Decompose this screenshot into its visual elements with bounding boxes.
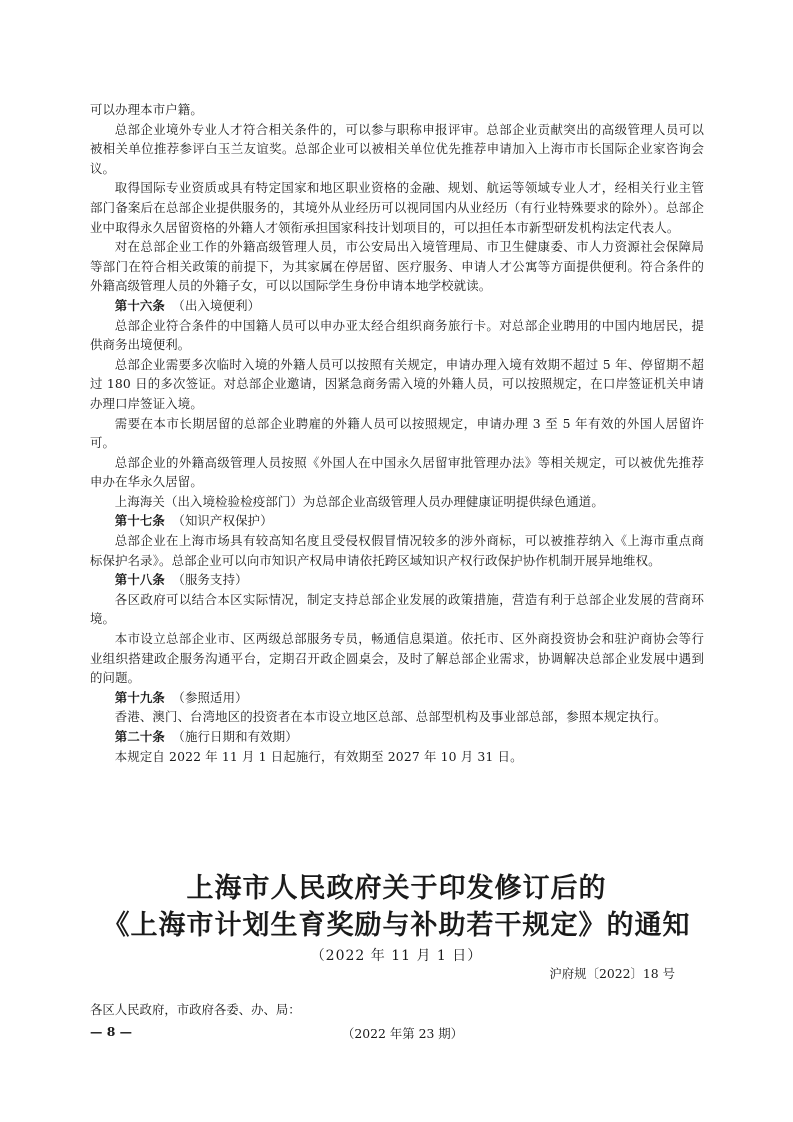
article-label: 第二十条	[114, 729, 165, 744]
body-paragraph: 需要在本市长期居留的总部企业聘雇的外籍人员可以按照规定，申请办理 3 至 5 年有效的外国人居留许可。	[90, 415, 704, 451]
body-paragraph: 香港、澳门、台湾地区的投资者在本市设立地区总部、总部型机构及事业部总部，参照本规定执行。	[114, 709, 667, 725]
notice-title-line-2: 《上海市计划生育奖励与补助若干规定》的通知	[102, 910, 691, 941]
notice-date: （2022 年 11 月 1 日）	[310, 948, 483, 964]
body-paragraph: 总部企业符合条件的中国籍人员可以申办亚太经合组织商务旅行卡。对总部企业聘用的中国内地居民，提供商务出境便利。	[90, 317, 704, 353]
body-paragraph: 总部企业境外专业人才符合相关条件的，可以参与职称申报评审。总部企业贡献突出的高级管理人员可以被相关单位推荐参评白玉兰友谊奖。总部企业可以被相关单位优先推荐申请加入上海市市长国际企业家咨询会议。	[90, 121, 704, 176]
article-subtitle: （知识产权保护）	[172, 513, 273, 529]
article-heading	[90, 727, 704, 747]
issue-label: （2022 年第 23 期）	[342, 1026, 464, 1041]
article-label: 第十八条	[114, 572, 165, 588]
document-body	[90, 100, 704, 766]
article-subtitle: （施行日期和有效期）	[172, 729, 298, 744]
article-heading	[90, 570, 704, 590]
addressee: 各区人民政府，市政府各委、办、局：	[90, 1002, 301, 1017]
article-heading	[90, 688, 704, 708]
article-label: 第十七条	[114, 513, 165, 529]
body-paragraph: 总部企业需要多次临时入境的外籍人员可以按照有关规定，申请办理入境有效期不超过 5 年、停留期不超过 180 日的多次签证。对总部企业邀请，因紧急商务需入境的外籍人员，可以按照规定，在口岸签证机关申请办理口岸签证入境。	[90, 356, 704, 411]
body-paragraph: 本市设立总部企业市、区两级总部服务专员，畅通信息渠道。依托市、区外商投资协会和驻沪商协会等行业组织搭建政企服务沟通平台，定期召开政企圆桌会，及时了解总部企业需求，协调解决总部企业发展中遇到的问题。	[90, 631, 704, 686]
body-paragraph: 各区政府可以结合本区实际情况，制定支持总部企业发展的政策措施，营造有利于总部企业发展的营商环境。	[90, 591, 704, 627]
body-paragraph: 本规定自 2022 年 11 月 1 日起施行，有效期至 2027 年 10 月 31 日。	[114, 748, 523, 764]
body-paragraph: 总部企业的外籍高级管理人员按照《外国人在中国永久居留审批管理办法》等相关规定，可以被优先推荐申办在华永久居留。	[90, 454, 704, 490]
article-label: 第十九条	[114, 689, 165, 705]
body-paragraph: 上海海关（出入境检验检疫部门）为总部企业高级管理人员办理健康证明提供绿色通道。	[114, 493, 604, 509]
notice-title-line-1: 上海市人民政府关于印发修订后的	[186, 873, 607, 904]
article-subtitle: （参照适用）	[172, 689, 248, 705]
body-paragraph: 对在总部企业工作的外籍高级管理人员，市公安局出入境管理局、市卫生健康委、市人力资源社会保障局等部门在符合相关政策的前提下，为其家属在停居留、医疗服务、申请人才公寓等方面提供便利。符合条件的外籍高级管理人员的外籍子女，可以以国际学生身份申请本地学校就读。	[90, 239, 704, 294]
article-subtitle: （出入境便利）	[172, 297, 261, 313]
document-number: 沪府规〔2022〕18 号	[549, 966, 675, 981]
article-heading	[90, 296, 704, 316]
article-label: 第十六条	[114, 297, 165, 313]
body-paragraph: 取得国际专业资质或具有特定国家和地区职业资格的金融、规划、航运等领域专业人才，经相关行业主管部门备案后在总部企业提供服务的，其境外从业经历可以视同国内从业经历（有行业特殊要求的除外）。总部企业中取得永久居留资格的外籍人才领衔承担国家科技计划项目的，可以担任本市新型研发机构法定代表人。	[90, 180, 704, 235]
article-heading	[90, 511, 704, 531]
body-paragraph: 可以办理本市户籍。	[90, 102, 203, 117]
page-number: — 8 —	[90, 1024, 133, 1039]
notice-title-block	[0, 870, 793, 966]
body-paragraph: 总部企业在上海市场具有较高知名度且受侵权假冒情况较多的涉外商标，可以被推荐纳入《上海市重点商标保护名录》。总部企业可以向市知识产权局申请依托跨区域知识产权行政保护协作机制开展异地维权。	[90, 533, 704, 568]
article-subtitle: （服务支持）	[172, 572, 248, 588]
